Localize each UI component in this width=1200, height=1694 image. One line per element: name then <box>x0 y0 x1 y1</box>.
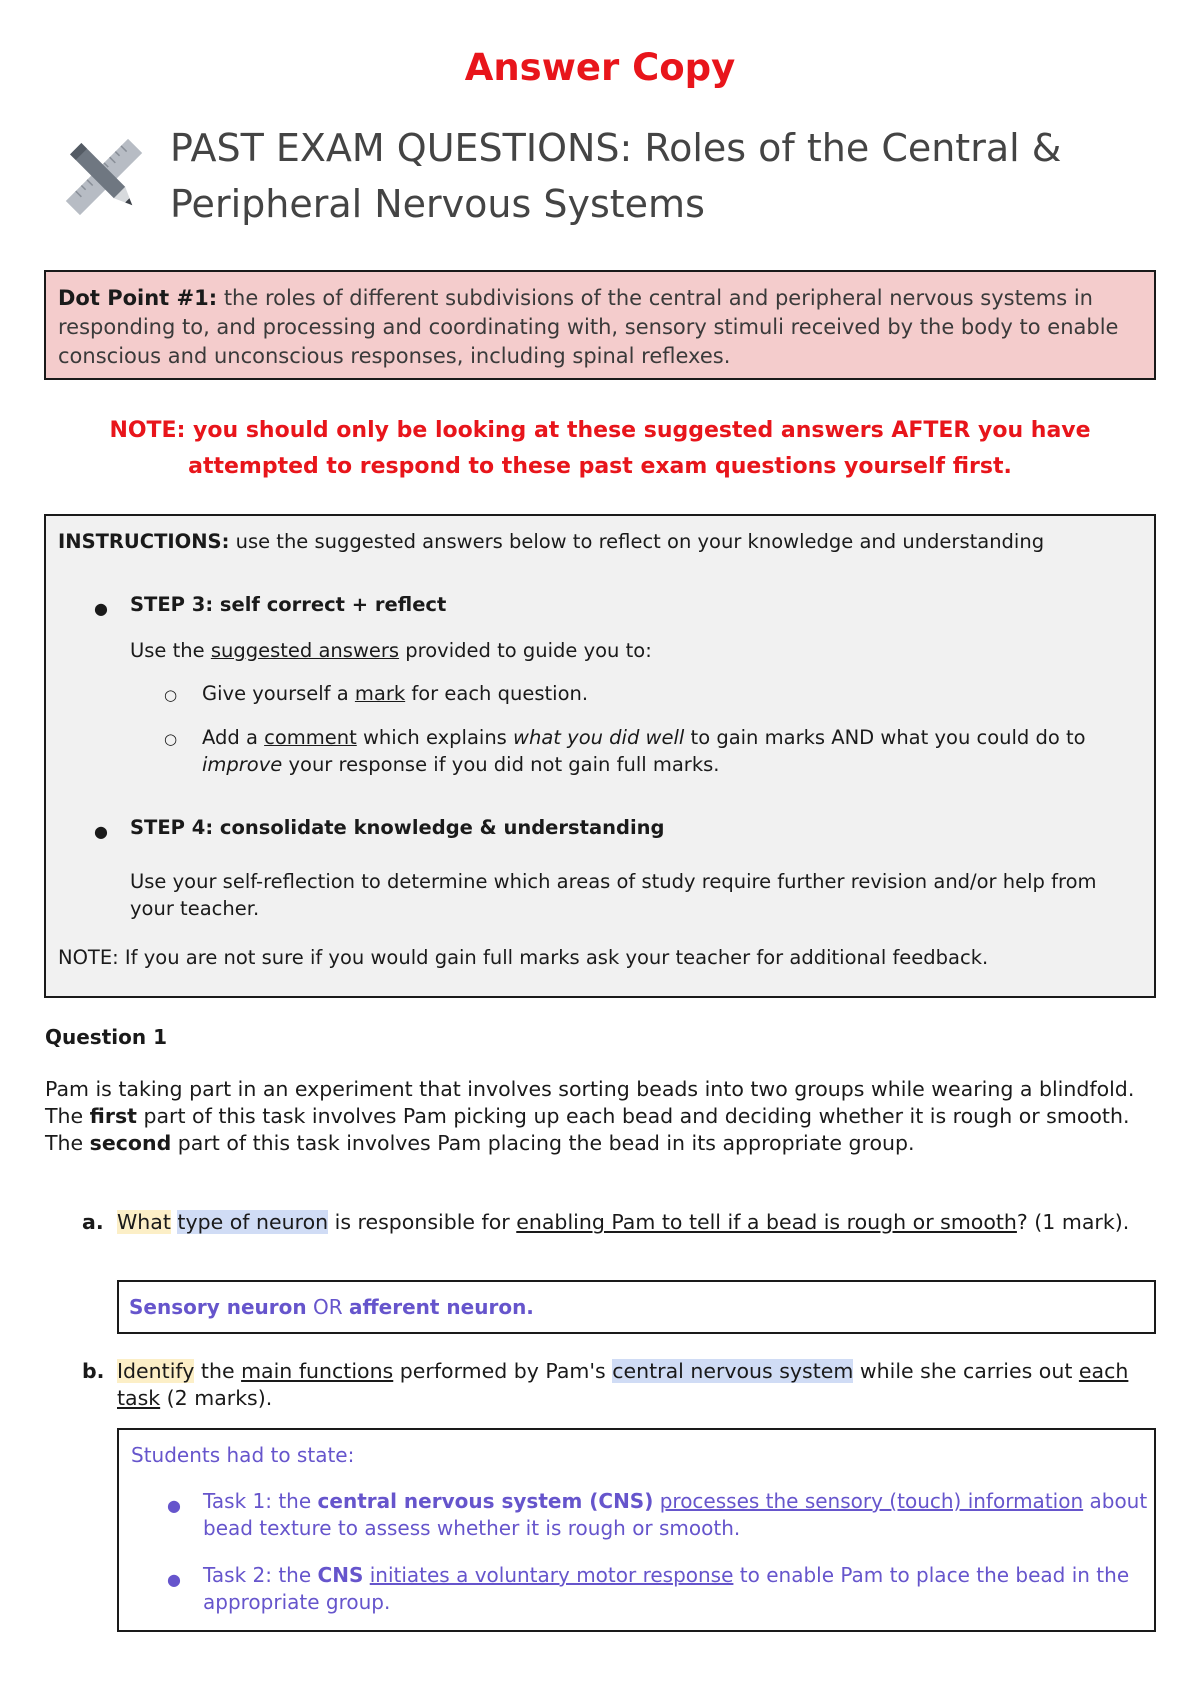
note-line-2: attempted to respond to these past exam questions yourself first. <box>188 454 1012 479</box>
part-b-answer-intro: Students had to state: <box>131 1443 355 1467</box>
instructions-box <box>44 514 1156 998</box>
bullet-dot-icon: ● <box>167 1496 181 1515</box>
title-line-2: Peripheral Nervous Systems <box>170 182 705 226</box>
question-1-stem: Pam is taking part in an experiment that involves sorting beads into two groups while wearing a blindfold. The first part of this task involves Pam picking up each bead and deciding whether it is rough or smooth. The second part of this task involves Pam placing the bead in its appropriate group. <box>45 1077 1135 1155</box>
answer-copy-heading: Answer Copy <box>464 46 736 89</box>
question-1-title: Question 1 <box>45 1025 167 1049</box>
sub-item-mark: Give yourself a mark for each question. <box>202 682 589 705</box>
step3-title: STEP 3: self correct + reflect <box>130 593 447 616</box>
dot-point-text: the roles of different subdivisions of the central and peripheral nervous systems in responding to, and processing and coordinating with, sensory stimuli received by the body to enable conscious and unconscious responses, including spinal reflexes. <box>58 286 1119 368</box>
answers-note <box>60 413 1140 485</box>
page-title <box>170 120 1170 232</box>
bullet-dot-icon: ● <box>94 599 108 618</box>
part-b-letter: b. <box>82 1359 105 1383</box>
sub-bullet-circle-icon: ○ <box>164 730 178 748</box>
step3-intro: Use the suggested answers provided to guide you to: <box>130 639 652 662</box>
part-b-answer-box <box>117 1428 1156 1632</box>
part-b-answer-task2: Task 2: the CNS initiates a voluntary motor response to enable Pam to place the bead in the appropriate group. <box>203 1563 1130 1614</box>
dot-point-box <box>44 270 1156 380</box>
pencil-ruler-icon <box>62 135 146 219</box>
part-a-letter: a. <box>82 1210 104 1234</box>
title-line-1: PAST EXAM QUESTIONS: Roles of the Central & <box>170 126 1062 170</box>
bullet-dot-icon: ● <box>167 1570 181 1589</box>
dot-point-label: Dot Point #1: <box>58 286 218 310</box>
step4-title: STEP 4: consolidate knowledge & understanding <box>130 816 665 839</box>
part-a-answer-box: Sensory neuron OR afferent neuron. <box>117 1280 1156 1334</box>
instructions-final-note: NOTE: If you are not sure if you would gain full marks ask your teacher for additional feedback. <box>58 946 989 969</box>
part-b-answer-task1: Task 1: the central nervous system (CNS) processes the sensory (touch) information about bead texture to assess whether it is rough or smooth. <box>203 1489 1148 1540</box>
instructions-text: use the suggested answers below to reflect on your knowledge and understanding <box>229 530 1045 553</box>
bullet-dot-icon: ● <box>94 822 108 841</box>
step4-text: Use your self-reflection to determine which areas of study require further revision and/or help from your teacher. <box>130 870 1097 920</box>
sub-bullet-circle-icon: ○ <box>164 686 178 704</box>
part-b-question: Identify the main functions performed by Pam's central nervous system while she carries out each task (2 marks). <box>117 1359 1129 1410</box>
sub-item-comment: Add a comment which explains what you did well to gain marks AND what you could do to improve your response if you did not gain full marks. <box>202 726 1086 776</box>
instructions-label: INSTRUCTIONS: <box>58 530 230 553</box>
instructions-intro <box>58 528 1142 555</box>
part-a-question: What type of neuron is responsible for enabling Pam to tell if a bead is rough or smooth? (1 mark). <box>117 1210 1130 1234</box>
note-line-1: NOTE: you should only be looking at these suggested answers AFTER you have <box>109 418 1091 443</box>
